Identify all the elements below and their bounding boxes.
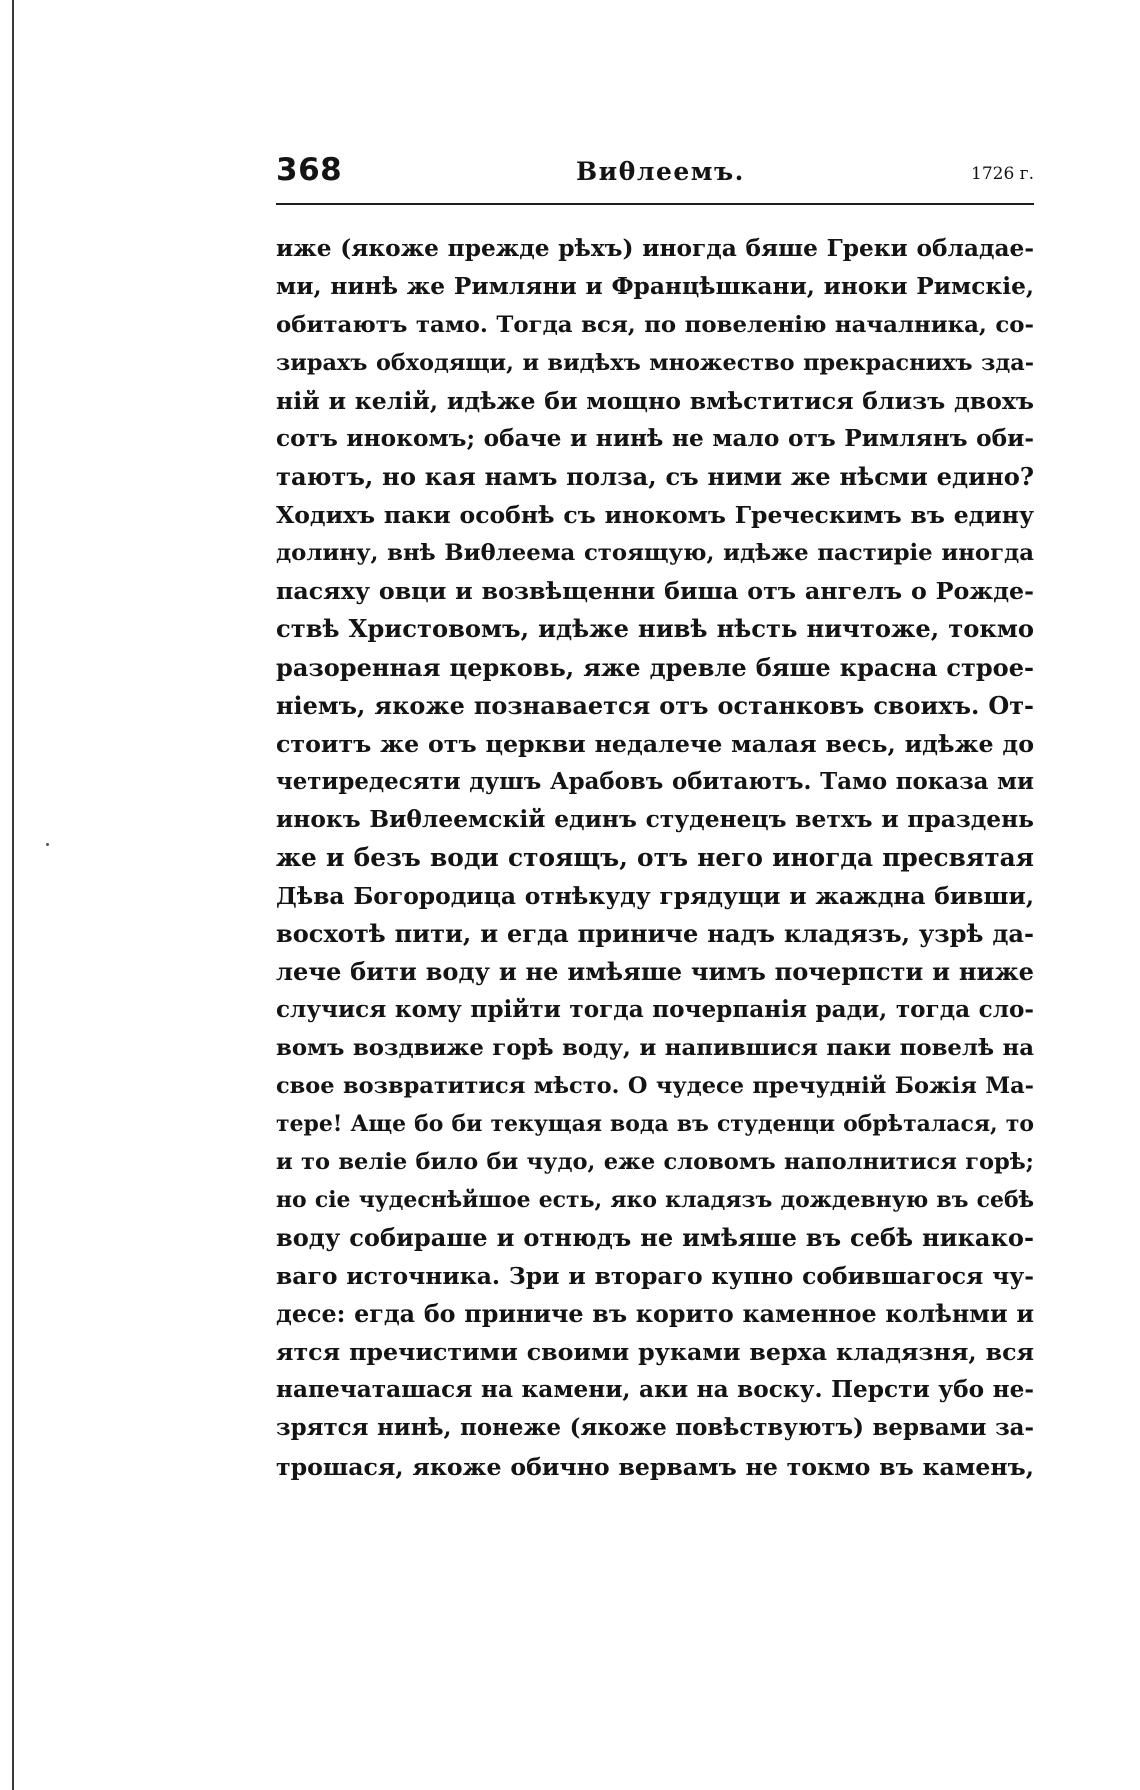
text-line: стоитъ же отъ церкви недалече малая весь, идѣже до	[276, 729, 1034, 758]
text-line: же и безъ води стоящъ, отъ него иногда пресвятая	[276, 842, 1034, 872]
text-line: ваго источника. Зри и втораго купно собившагося чу-	[276, 1262, 1034, 1291]
text-line: обитаютъ тамо. Тогда вся, по повеленію началника, со-	[276, 312, 1034, 339]
text-line: разоренная церковь, яже древле бяше красна строе-	[276, 652, 1034, 682]
text-line: случися кому прійти тогда почерпанія ради, тогда сло-	[276, 995, 1034, 1023]
text-line: тере! Аще бо би текущая вода въ студенци обрѣталася, то	[276, 1111, 1034, 1138]
text-line: вомъ воздвиже горѣ воду, и напившися паки повелѣ на	[276, 1034, 1034, 1061]
header-year: 1726 г.	[971, 164, 1034, 184]
margin-speck	[46, 843, 49, 846]
text-line: и то веліе било би чудо, еже словомъ наполнитися горѣ;	[276, 1149, 1034, 1176]
text-line: таютъ, но кая намъ полза, съ ними же нѣсми едино?	[276, 462, 1034, 492]
body-text	[276, 230, 1034, 1486]
text-line: Ходихъ паки особнѣ съ инокомъ Греческимъ въ едину	[276, 501, 1034, 530]
page-header	[276, 152, 1034, 196]
text-line: трошася, якоже обично вервамъ не токмо въ каменъ,	[276, 1452, 1034, 1481]
text-line: зирахъ обходящи, и видѣхъ множество прекраснихъ зда-	[276, 350, 1034, 377]
text-line: четиредесяти душъ Арабовъ обитаютъ. Тамо показа ми	[276, 768, 1034, 795]
text-line: долину, внѣ Виθлеема стоящую, идѣже пастиріе иногда	[276, 540, 1034, 567]
text-line: но сіе чудеснѣйшое есть, яко кладязъ дождевную въ себѣ	[276, 1187, 1034, 1214]
text-line: ніемъ, якоже познавается отъ останковъ своихъ. От-	[276, 691, 1034, 720]
text-line: напечаташася на камени, аки на воску. Персти убо не-	[276, 1376, 1034, 1404]
text-line: сотъ инокомъ; обаче и нинѣ не мало отъ Римлянъ оби-	[276, 425, 1034, 453]
text-line: лече бити воду и не имѣяше чимъ почерпсти и ниже	[276, 956, 1034, 986]
text-line: ятся пречистими своими руками верха кладязня, вся	[276, 1338, 1034, 1367]
text-line: ми, нинѣ же Римляни и Францѣшкани, иноки Римскіе,	[276, 273, 1034, 301]
page-edge-rule	[12, 0, 14, 1790]
text-line: иже (якоже прежде рѣхъ) иногда бяше Греки обладае-	[276, 235, 1034, 262]
text-line: восхотѣ пити, и егда приниче надъ кладязъ, узрѣ да-	[276, 918, 1034, 948]
text-line: свое возвратитися мѣсто. О чудесе пречудній Божія Ма-	[276, 1073, 1034, 1100]
text-line: воду собираше и отнюдъ не имѣяше въ себѣ никако-	[276, 1223, 1034, 1253]
text-line: зрятся нинѣ, понеже (якоже повѣствуютъ) вервами за-	[276, 1415, 1034, 1442]
text-line: пасяху овци и возвѣщенни биша отъ ангелъ о Рожде-	[276, 577, 1034, 606]
text-line: ствѣ Христовомъ, идѣже нивѣ нѣсть ничтоже, токмо	[276, 614, 1034, 644]
running-title: Виθлеемъ.	[576, 157, 745, 186]
text-line: Дѣва Богородица отнѣкуду грядущи и жаждна бивши,	[276, 881, 1034, 910]
text-line: десе: егда бо приниче въ корито каменное колѣнми и	[276, 1300, 1034, 1329]
text-line: ній и келій, идѣже би мощно вмѣститися близъ двохъ	[276, 387, 1034, 416]
header-rule	[276, 203, 1034, 205]
text-line: инокъ Виθлеемскій единъ студенецъ ветхъ и праздень	[276, 805, 1034, 833]
page-number: 368	[276, 152, 343, 188]
